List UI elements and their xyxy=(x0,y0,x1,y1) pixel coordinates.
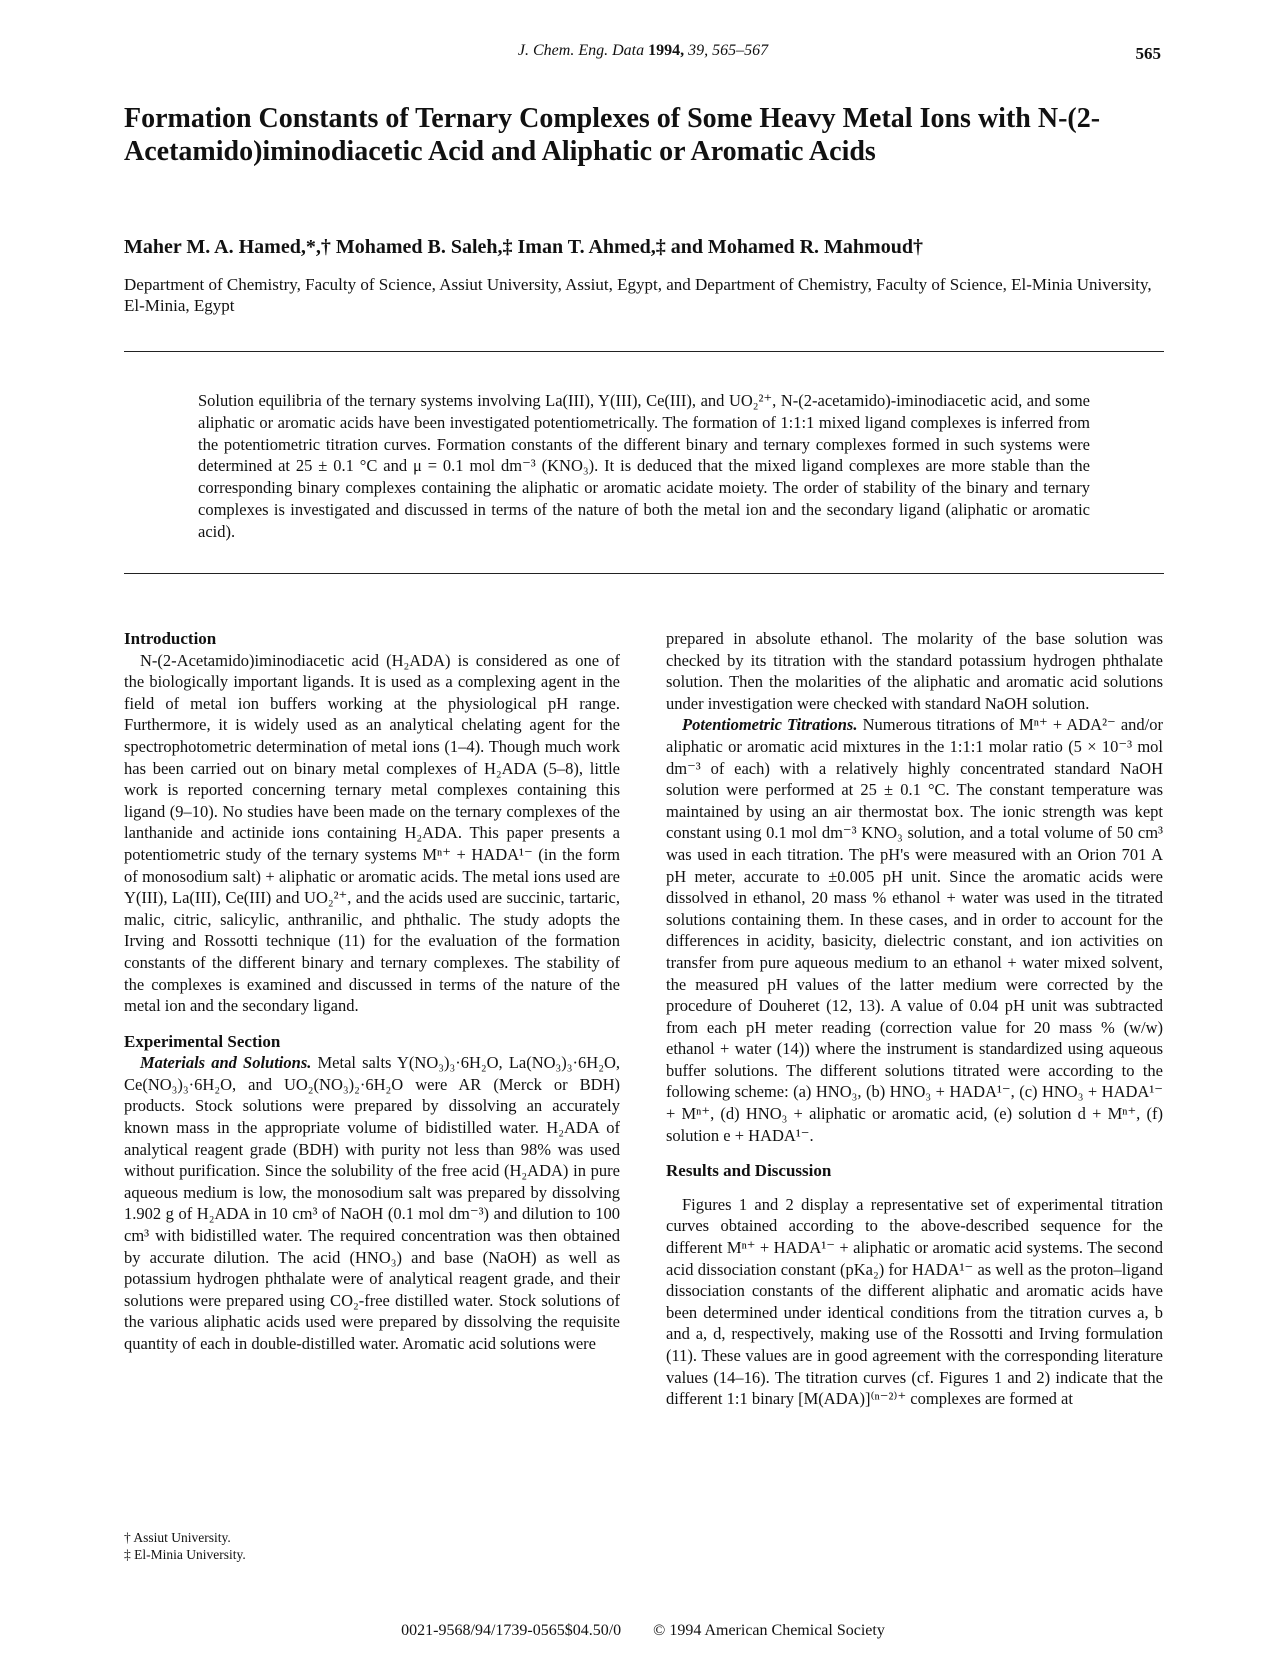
running-header xyxy=(0,42,1286,60)
introduction-paragraph: N-(2-Acetamido)iminodiacetic acid (H₂ADA) is considered as one of the biologically important ligands. It is used as a complexing agent in the field of metal ion buffers working at the physiological pH range. Furthermore, it is widely used as an analytical chelating agent for the spectrophotometric determination of metal ions (1–4). Though much work has been carried out on binary metal complexes of H₂ADA (5–8), little work is reported concerning ternary metal complexes containing this ligand (9–10). No studies have been made on the ternary complexes of the lanthanide and actinide ions containing H₂ADA. This paper presents a potentiometric study of the ternary systems Mⁿ⁺ + HADA¹⁻ (in the form of monosodium salt) + aliphatic or aromatic acids. The metal ions used are Y(III), La(III), Ce(III) and UO₂²⁺, and the acids used are succinic, tartaric, malic, citric, salicylic, anthranilic, and phthalic. The study adopts the Irving and Rossotti technique (11) for the evaluation of the formation constants of the different binary and ternary complexes. The stability of the complexes is examined and discussed in terms of the nature of the metal ion and the secondary ligand. xyxy=(124,650,620,1016)
article-title: Formation Constants of Ternary Complexes of Some Heavy Metal Ions with N-(2-Acetamido)iminodiacetic Acid and Aliphatic or Aromatic Acids xyxy=(124,103,1101,167)
journal-year: 1994, xyxy=(648,42,685,59)
materials-runin-heading: Materials and Solutions. xyxy=(140,1053,312,1073)
footnotes xyxy=(124,1529,246,1563)
experimental-heading: Experimental Section xyxy=(124,1031,281,1051)
materials-paragraph: Metal salts Y(NO₃)₃·6H₂O, La(NO₃)₃·6H₂O, Ce(NO₃)₃·6H₂O, and UO₂(NO₃)₂·6H₂O were AR (Merck or BDH) products. Stock solutions were prepared by dissolving an accurately known mass in the appropriate volume of bidistilled water. H₂ADA of analytical reagent grade (BDH) with purity not less than 98% was used without purification. Since the solubility of the free acid (H₂ADA) in pure aqueous medium is low, the monosodium salt was prepared by dissolving 1.902 g of H₂ADA in 10 cm³ of NaOH (0.1 mol dm⁻³) and dilution to 100 cm³ with bidistilled water. The required concentration was then obtained by accurate dilution. The acid (HNO₃) and base (NaOH) as well as potassium hydrogen phthalate were of analytical reagent grade, and their solutions were prepared using CO₂-free distilled water. Stock solutions of the various aliphatic acids used were prepared by dissolving the requisite quantity of each in double-distilled water. Aromatic acid solutions were xyxy=(124,1053,620,1353)
continued-paragraph: prepared in absolute ethanol. The molarity of the base solution was checked by its titration with the standard potassium hydrogen phthalate solution. Then the molarities of the aliphatic and aromatic acid solutions under investigation were checked with standard NaOH solution. xyxy=(666,629,1163,713)
results-paragraph: Figures 1 and 2 display a representative set of experimental titration curves obtained according to the above-described sequence for the different Mⁿ⁺ + HADA¹⁻ + aliphatic or aromatic acid systems. The second acid dissociation constant (pKa₂) for HADA¹⁻ as well as the proton–ligand dissociation constants of the different aliphatic and aromatic acids have been determined under identical conditions from the titration curves a, b and a, d, respectively, making use of the Rossotti and Irving formulation (11). These values are in good agreement with the corresponding literature values (14–16). The titration curves (cf. Figures 1 and 2) indicate that the different 1:1 binary [M(ADA)]⁽ⁿ⁻²⁾⁺ complexes are formed at xyxy=(666,1194,1163,1409)
journal-pages: 565–567 xyxy=(712,42,769,59)
right-column xyxy=(666,628,1163,1410)
affiliation: Department of Chemistry, Faculty of Science, Assiut University, Assiut, Egypt, and Department of Chemistry, Faculty of Science, El-Minia University, El-Minia, Egypt xyxy=(124,275,1152,315)
results-heading: Results and Discussion xyxy=(666,1161,832,1181)
journal-volume: 39, xyxy=(688,42,709,59)
journal-name: J. Chem. Eng. Data xyxy=(517,42,645,59)
copyright: © 1994 American Chemical Society xyxy=(653,1622,885,1639)
potentiometric-paragraph: Numerous titrations of Mⁿ⁺ + ADA²⁻ and/or aliphatic or aromatic acid mixtures in the 1:1:1 molar ratio (5 × 10⁻³ mol dm⁻³ of each) with a relatively highly concentrated standard NaOH solution were performed at 25 ± 0.1 °C. The constant temperature was maintained by using an air thermostat box. The ionic strength was kept constant using 0.1 mol dm⁻³ KNO₃ solution, and a total volume of 50 cm³ was used in each titration. The pH's were measured with an Orion 701 A pH meter, accurate to ±0.005 pH unit. Since the aromatic acids were dissolved in ethanol, 20 mass % ethanol + water was used in the titrated solutions containing them. In these cases, and in order to account for the differences in acidity, basicity, dielectric constant, and ion activities on transfer from pure aqueous medium to an ethanol + water mixed solvent, the measured pH values of the latter medium were corrected by the procedure of Douheret (12, 13). A value of 0.04 pH unit was subtracted from each pH meter reading (correction value for 20 mass % (w/w) ethanol + water (14)) where the instrument is standardized using aqueous buffer solutions. The different solutions titrated were according to the following scheme: (a) HNO₃, (b) HNO₃ + HADA¹⁻, (c) HNO₃ + HADA¹⁻ + Mⁿ⁺, (d) HNO₃ + aliphatic or aromatic acid, (e) solution d + Mⁿ⁺, (f) solution e + HADA¹⁻. xyxy=(666,715,1164,1145)
abstract-top-rule xyxy=(124,351,1164,352)
potentiometric-runin-heading: Potentiometric Titrations. xyxy=(682,715,858,735)
footnote-assiut: † Assiut University. xyxy=(124,1530,231,1545)
left-column xyxy=(124,628,620,1355)
page-number: 565 xyxy=(1135,44,1161,63)
author-list: Maher M. A. Hamed,*,† Mohamed B. Saleh,‡ Iman T. Ahmed,‡ and Mohamed R. Mahmoud† xyxy=(124,236,923,258)
footnote-elminia: ‡ El-Minia University. xyxy=(124,1547,246,1562)
abstract: Solution equilibria of the ternary systems involving La(III), Y(III), Ce(III), and UO₂²⁺, N-(2-acetamido)-iminodiacetic acid, and some aliphatic or aromatic acids have been investigated potentiometrically. The formation of 1:1:1 mixed ligand complexes is inferred from the potentiometric titration curves. Formation constants of the different binary and ternary complexes formed in such systems were determined at 25 ± 0.1 °C and μ = 0.1 mol dm⁻³ (KNO₃). It is deduced that the mixed ligand complexes are more stable than the corresponding binary complexes containing the aliphatic or aromatic acidate moiety. The order of stability of the binary and ternary complexes is investigated and discussed in terms of the nature of both the metal ion and the secondary ligand (aliphatic or aromatic acid). xyxy=(198,391,1090,541)
article-code: 0021-9568/94/1739-0565$04.50/0 xyxy=(401,1622,622,1639)
abstract-bottom-rule xyxy=(124,573,1164,574)
introduction-heading: Introduction xyxy=(124,629,217,648)
page-footer xyxy=(0,1622,1286,1640)
